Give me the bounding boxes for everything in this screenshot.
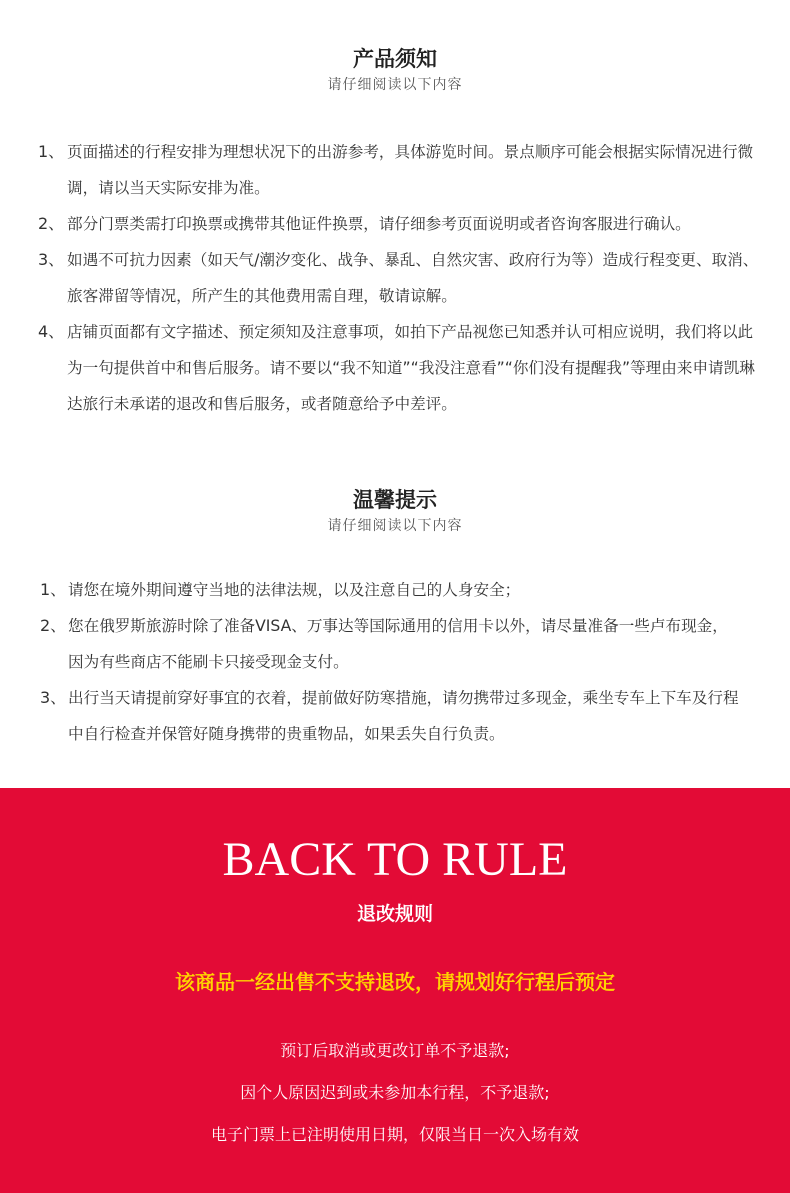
item-text: 店铺页面都有文字描述、预定须知及注意事项，如拍下产品视您已知悉并认可相应说明，我们将以此为一句提供首中和售后服务。请不要以“我不知道”“我没注意看”“你们没有提醒我”等理由来申请凯琳达旅行未承诺的退改和售后服务，或者随意给予中差评。 [67, 323, 755, 413]
product-notice-section [0, 45, 790, 413]
rule-title-english: BACK TO RULE [222, 833, 568, 886]
item-text: 您在俄罗斯旅游时除了准备VISA、万事达等国际通用的信用卡以外，请尽量准备一些卢布现金，因为有些商店不能刷卡只接受现金支付。 [68, 617, 728, 671]
warm-tips-title: 温馨提示 [353, 488, 437, 512]
item-text: 部分门票类需打印换票或携带其他证件换票，请仔细参考页面说明或者咨询客服进行确认。 [67, 215, 691, 233]
rule-line: 预订后取消或更改订单不予退款; [280, 1041, 510, 1060]
product-notice-subtitle: 请仔细阅读以下内容 [327, 77, 463, 93]
list-item [40, 572, 760, 608]
rule-line: 电子门票上已注明使用日期，仅限当日一次入场有效 [210, 1125, 579, 1144]
item-text: 页面描述的行程安排为理想状况下的出游参考，具体游览时间。景点顺序可能会根据实际情况进行微调，请以当天实际安排为准。 [67, 143, 754, 197]
list-item [38, 134, 778, 206]
item-number: 3、 [38, 250, 65, 269]
refund-rule-banner [0, 788, 790, 1193]
warm-tips-subtitle: 请仔细阅读以下内容 [327, 518, 463, 534]
item-number: 4、 [38, 322, 65, 341]
list-item [38, 206, 778, 242]
list-item [40, 680, 760, 752]
item-number: 2、 [38, 214, 65, 233]
list-item [38, 242, 778, 314]
warm-tips-section [0, 486, 790, 743]
product-notice-title: 产品须知 [353, 47, 437, 71]
rule-line: 因个人原因迟到或未参加本行程，不予退款; [240, 1083, 550, 1102]
list-item [38, 314, 778, 422]
item-text: 如遇不可抗力因素（如天气/潮汐变化、战争、暴乱、自然灾害、政府行为等）造成行程变更、取消、旅客滞留等情况，所产生的其他费用需自理，敬请谅解。 [67, 251, 759, 305]
warm-tips-list [40, 572, 760, 752]
rule-title-chinese: 退改规则 [356, 903, 433, 925]
product-notice-list [38, 134, 778, 422]
item-number: 2、 [40, 616, 67, 635]
item-number: 1、 [40, 580, 67, 599]
item-text: 请您在境外期间遵守当地的法律法规，以及注意自己的人身安全； [68, 581, 521, 599]
list-item [40, 608, 760, 680]
no-refund-warning: 该商品一经出售不支持退改，请规划好行程后预定 [175, 970, 615, 994]
item-number: 3、 [40, 688, 67, 707]
item-number: 1、 [38, 142, 65, 161]
item-text: 出行当天请提前穿好事宜的衣着，提前做好防寒措施，请勿携带过多现金，乘坐专车上下车及行程中自行检查并保管好随身携带的贵重物品，如果丢失自行负责。 [68, 689, 739, 743]
